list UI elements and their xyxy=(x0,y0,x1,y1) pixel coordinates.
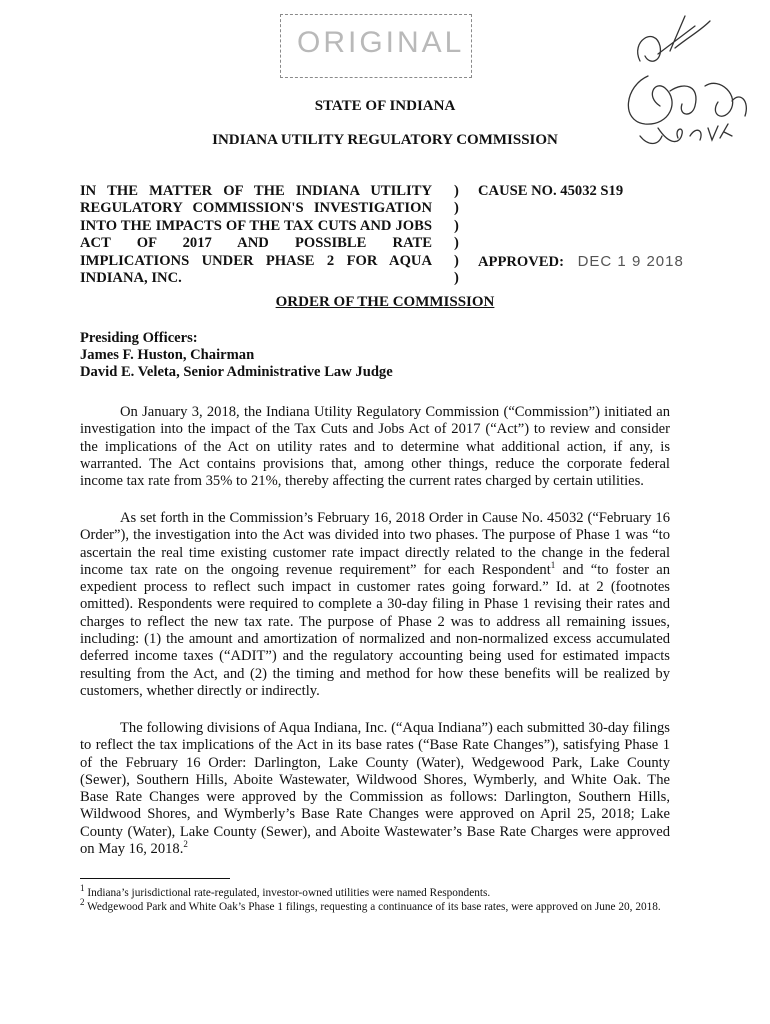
caption-line: INTO THE IMPACTS OF THE TAX CUTS AND JOBS xyxy=(80,217,432,234)
paragraph-2 xyxy=(80,510,670,700)
paren: ) xyxy=(454,235,459,252)
officer-chairman: James F. Huston, Chairman xyxy=(80,347,255,364)
paren: ) xyxy=(454,200,459,217)
caption-line: ACT OF 2017 AND POSSIBLE RATE xyxy=(80,235,432,252)
footnotes xyxy=(80,883,670,914)
approved-label: APPROVED: xyxy=(478,254,564,270)
footnote-ref-2: 2 xyxy=(183,839,188,850)
officer-alj: David E. Veleta, Senior Administrative Law Judge xyxy=(80,364,393,381)
paragraph-2-text-b: and “to foster an expedient process to reflect such impact in customer rates going forward.” Id. at 2 (footnotes omitted). Respondents were required to complete a 30-day filing in Phase 1 revising their rates and charges to reflect the new tax rate. The purpose of Phase 2 was to address all remaining issues, including: (1) the amount and amortization of normalized and non-normalized excess accumulated deferred income taxes (“ADIT”) and the regulatory accounting being used for estimated impacts resulting from the Act, and (2) the timing and method for how these benefits will be realized by customers, whether directly or indirectly. xyxy=(80,561,671,699)
footnote-2-mark: 2 xyxy=(80,897,85,908)
paren: ) xyxy=(454,252,459,269)
paragraph-2-text-a: As set forth in the Commission’s February 16, 2018 Order in Cause No. 45032 (“February 16 Order”), the investigation into the Act was divided into two phases. The purpose of Phase 1 was “to ascertain the real time existing customer rate impact directly related to the change in the federal income tax rate on the ongoing revenue requirement” for each Respondent xyxy=(80,510,670,578)
case-caption xyxy=(80,183,450,287)
presiding-heading: Presiding Officers: xyxy=(80,330,198,346)
caption-line: REGULATORY COMMISSION'S INVESTIGATION xyxy=(80,200,432,217)
paragraph-3-text: The following divisions of Aqua Indiana, Inc. (“Aqua Indiana”) each submitted 30-day filings to reflect the tax implications of the Act in its base rates (“Base Rate Changes”), satisfying Phase 1 of the February 16 Order: Darlington, Lake County (Water), Wedgewood Park, Lake County (Sewer), Southern Hills, Aboite Wastewater, Wildwood Shores, Wymberly, and White Oak. The Base Rate Changes were approved by the Commission as follows: Darlington, Southern Hills, Wildwood Shores, and Wymberly’s Base Rate Changes were approved on April 25, 2018; Lake County (Water), Lake County (Sewer), and Aboite Wastewater’s Base Rate Charges were approved on May 16, 2018. xyxy=(80,720,670,858)
paren: ) xyxy=(454,183,459,199)
paren: ) xyxy=(454,217,459,234)
paragraph-1 xyxy=(80,404,670,490)
original-stamp xyxy=(280,14,472,78)
state-heading: STATE OF INDIANA xyxy=(314,98,456,114)
paragraph-3 xyxy=(80,720,670,858)
footnote-divider xyxy=(80,878,230,879)
footnote-2-text: Wedgewood Park and White Oak’s Phase 1 filings, requesting a continuance of its base rates, were approved on June 20, 2018. xyxy=(84,901,661,913)
approved-date-stamp: DEC 1 9 2018 xyxy=(577,253,684,270)
footnote-1-mark: 1 xyxy=(80,883,85,894)
stamp-text: ORIGINAL xyxy=(297,26,465,59)
presiding-officers xyxy=(80,330,393,382)
footnote-2 xyxy=(80,897,670,914)
footnote-ref-1: 1 xyxy=(550,560,556,571)
caption-line: IMPLICATIONS UNDER PHASE 2 FOR AQUA xyxy=(80,252,432,269)
caption-line: INDIANA, INC. xyxy=(80,270,182,287)
caption-line: IN THE MATTER OF THE INDIANA UTILITY xyxy=(80,183,432,199)
cause-number: CAUSE NO. 45032 S19 xyxy=(478,183,624,199)
order-title: ORDER OF THE COMMISSION xyxy=(275,294,495,310)
footnote-1-text: Indiana’s jurisdictional rate-regulated, investor-owned utilities were named Respondents. xyxy=(84,887,491,899)
paragraph-1-text: On January 3, 2018, the Indiana Utility Regulatory Commission (“Commission”) initiated an investigation into the impact of the Tax Cuts and Jobs Act of 2017 (“Act”) to review and consider the implications of the Act on utility rates and to determine what additional action, if any, is warranted. The Act contains provisions that, among other things, reduce the corporate federal income tax rate from 35% to 21%, thereby affecting the current rates charged by certain utilities. xyxy=(80,404,670,490)
footnote-1 xyxy=(80,883,670,900)
paren: ) xyxy=(454,270,459,287)
commission-heading: INDIANA UTILITY REGULATORY COMMISSION xyxy=(212,132,558,148)
caption-parens xyxy=(454,183,459,287)
approved-line xyxy=(478,253,684,271)
